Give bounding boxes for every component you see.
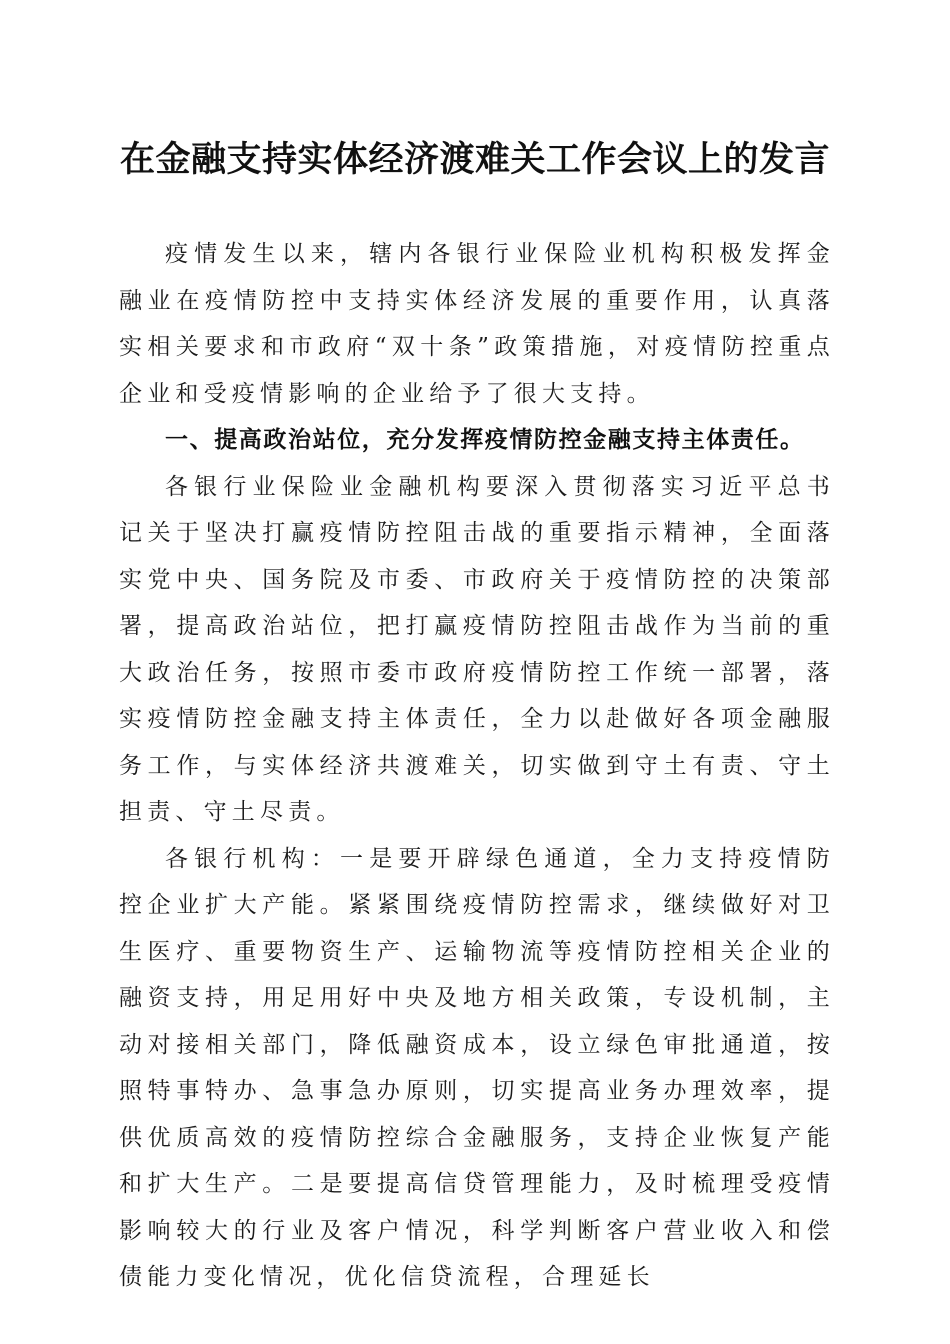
document-body (119, 231, 835, 1301)
paragraph-bank-institutions: 各银行机构：一是要开辟绿色通道，全力支持疫情防控企业扩大产能。紧紧围绕疫情防控需求，继续做好对卫生医疗、重要物资生产、运输物流等疫情防控相关企业的融资支持，用足用好中央及地方相关政策，专设机制，主动对接相关部门，降低融资成本，设立绿色审批通道，按照特事特办、急事急办原则，切实提高业务办理效率，提供优质高效的疫情防控综合金融服务，支持企业恢复产能和扩大生产。二是要提高信贷管理能力，及时梳理受疫情影响较大的行业及客户情况，科学判断客户营业收入和偿债能力变化情况，优化信贷流程，合理延长 (119, 845, 835, 1290)
document-title: 在金融支持实体经济渡难关工作会议上的发言 (119, 139, 830, 180)
section-heading-1: 一、提高政治站位，充分发挥疫情防控金融支持主体责任。 (165, 427, 805, 453)
paragraph-section-1-body: 各银行业保险业金融机构要深入贯彻落实习近平总书记关于坚决打赢疫情防控阻击战的重要指示精神，全面落实党中央、国务院及市委、市政府关于疫情防控的决策部署，提高政治站位，把打赢疫情防控阻击战作为当前的重大政治任务，按照市委市政府疫情防控工作统一部署，落实疫情防控金融支持主体责任，全力以赴做好各项金融服务工作，与实体经济共渡难关，切实做到守土有责、守土担责、守土尽责。 (119, 473, 835, 825)
paragraph-intro: 疫情发生以来，辖内各银行业保险业机构积极发挥金融业在疫情防控中支持实体经济发展的重要作用，认真落实相关要求和市政府“双十条”政策措施，对疫情防控重点企业和受疫情影响的企业给予了很大支持。 (119, 241, 835, 407)
